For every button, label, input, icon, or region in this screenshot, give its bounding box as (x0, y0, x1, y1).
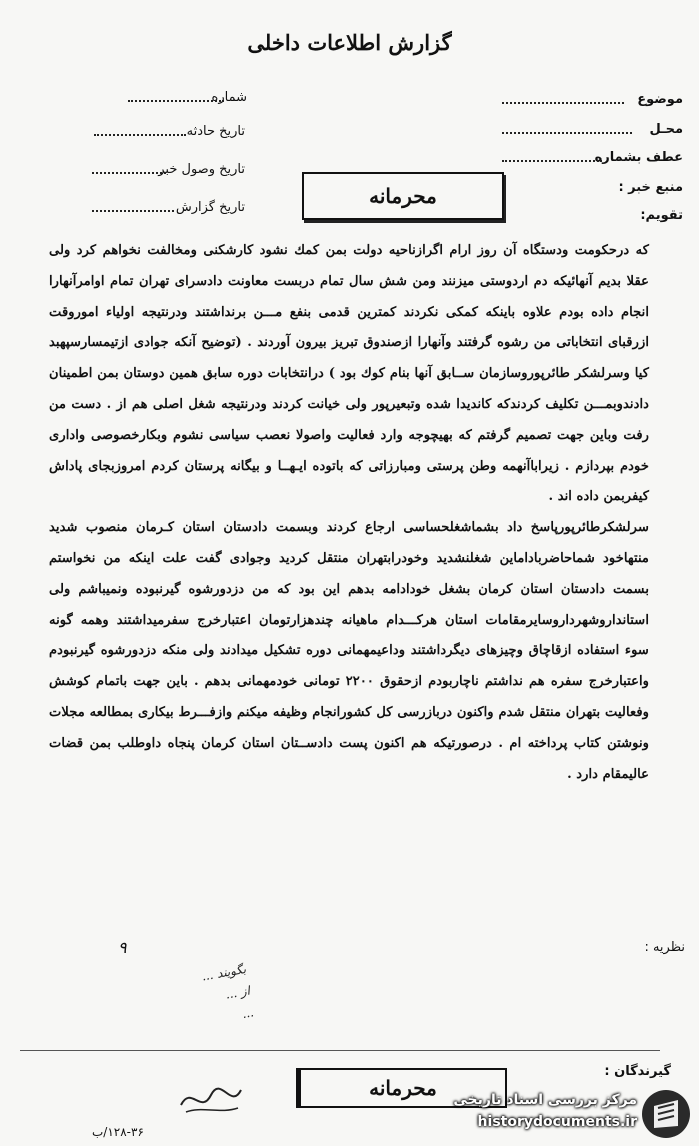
handwritten-line: ... (241, 1005, 255, 1022)
handwritten-line: بگويند ... (200, 961, 248, 984)
field-source-label: منبع خبر : (618, 180, 683, 195)
page-title: گزارش اطلاعات داخلی (247, 30, 452, 55)
field-subject-dots (502, 100, 624, 104)
confidential-stamp-top: محرمانه (302, 172, 504, 220)
body-paragraph: سرلشکرطائرپورپاسخ داد بشماشغلحساسی ارجاع کردند وبسمت دادستان استان کـرمان منصوب شديد منتهاخود شماحاضرباداماين شغلنشديد وخودرابتهران منتقل کرديد وجوادی گفت علت اينکه من نخواستم بسمت دادستان استان کرمان بشغل خودادامه بدهم اين بود که من دزدورشوه گيرنبوده ونميباشم ولی استانداروشهرداروسايرمقامات استان هرکـــدام ماهيانه چندهزارتومان اعتبارخرج سفرميداشتند وهمه گونه سوء استفاده ازقاچاق وچيزهای ديگرداشتند وداعیمهمانی دوره تشکيل ميدادند ولی منکه دزدورشوه گيرنبودم واعتبارخرج سفره هم نداشتم ناچاربودم ازحقوق ۲۲۰۰ تومانی خودمهمانی بدهم . باين جهت باتمام کوشش وفعاليت بتهران منتقل شدم واکنون دربازرسی کل کشورانجام وظيفه ميکنم وازفـــرط بيکاری بمطالعه مجلات ونوشتن کتاب پرداخته ام . درصورتيکه هم اکنون پست دادســتان استان کرمان پنجاه داوطلب بمن قضات عاليمقام دارد . (49, 520, 649, 782)
field-place-label: محـل (649, 122, 683, 137)
confidential-stamp-bottom: محرمانه (296, 1068, 507, 1108)
field-received-date-dots (92, 170, 166, 174)
report-body (49, 236, 649, 790)
field-received-date-label: تاريخ وصول خبر (158, 162, 245, 177)
field-report-date-dots (92, 208, 174, 212)
handwritten-mark: ۹ (118, 938, 127, 957)
watermark-text-url: historydocuments.ir (477, 1114, 637, 1130)
field-incident-date-dots (94, 132, 186, 136)
history-documents-logo-icon (640, 1088, 692, 1140)
field-number-dots (128, 98, 224, 102)
watermark-text-fa: مرکز بررسی اسناد تاريخی (453, 1092, 637, 1108)
body-paragraph: که درحکومت ودستگاه آن روز ارام اگرازناحيه دولت بمن کمك نشود کارشکنی ومخالفت نخواهم کرد ولی عقلا بدیم آنهائيکه دم اردوستی ميزنند ومن شش سال تمام دربست معاونت دادسرای تهران تمام اوامرآنهارا انجام داده بودم علاوه باينکه کمکی نکردند کمترين قدمی بنفع مـــن برنداشتند ودرنتيجه اولياء اموروقت ازرقبای انتخاباتی من رشوه گرفتند وآنهارا ازصندوق تبريز بيرون آوردند . (توضيح آنکه جوادی ازتيمسارسپهبد کيا وسرلشکر طائرپوروسازمان ســابق آنها بنام کوك بود ) درانتخابات دوره سابق همين دوستان بمن اطمينان دادندوبمـــن تکليف کردندکه کانديدا شده وتبعيرپور ولی خيانت کردند ودرنتيجه شغل اصلی هم از . دست من رفت وباين جهت تصميم گرفتم که بهيچوجه وارد فعاليت واصولا نعصب سياسی نشوم وبکارخصوصی واداری خودم بپردازم . زيراباآنهمه وطن پرستی ومبارزاتی که باتوده ايـهــا و بيگانه پرستان کردم امروزبجای پاداش کيفربمن داده اند . (49, 243, 649, 505)
field-place-dots (502, 130, 632, 134)
signature-icon (176, 1080, 246, 1120)
field-incident-date-label: تاريخ حادثه (186, 124, 245, 139)
field-number-label: شماره (211, 90, 247, 105)
section-divider (20, 1050, 660, 1051)
field-subject-label: موضوع (637, 92, 683, 107)
handwritten-note (17, 958, 255, 1063)
handwritten-line: از ... (224, 983, 251, 1002)
field-report-date-label: تاريخ گزارش (175, 200, 245, 215)
receivers-label: گيرندگان : (604, 1064, 671, 1079)
field-reference-label: عطف بشماره (594, 150, 683, 165)
field-reference-dots (502, 158, 602, 162)
field-calendar-label: تقويم: (640, 208, 683, 223)
document-number: ۱۲۸-۳۶/ب (92, 1125, 144, 1139)
opinion-label: نظريه : (644, 940, 685, 955)
